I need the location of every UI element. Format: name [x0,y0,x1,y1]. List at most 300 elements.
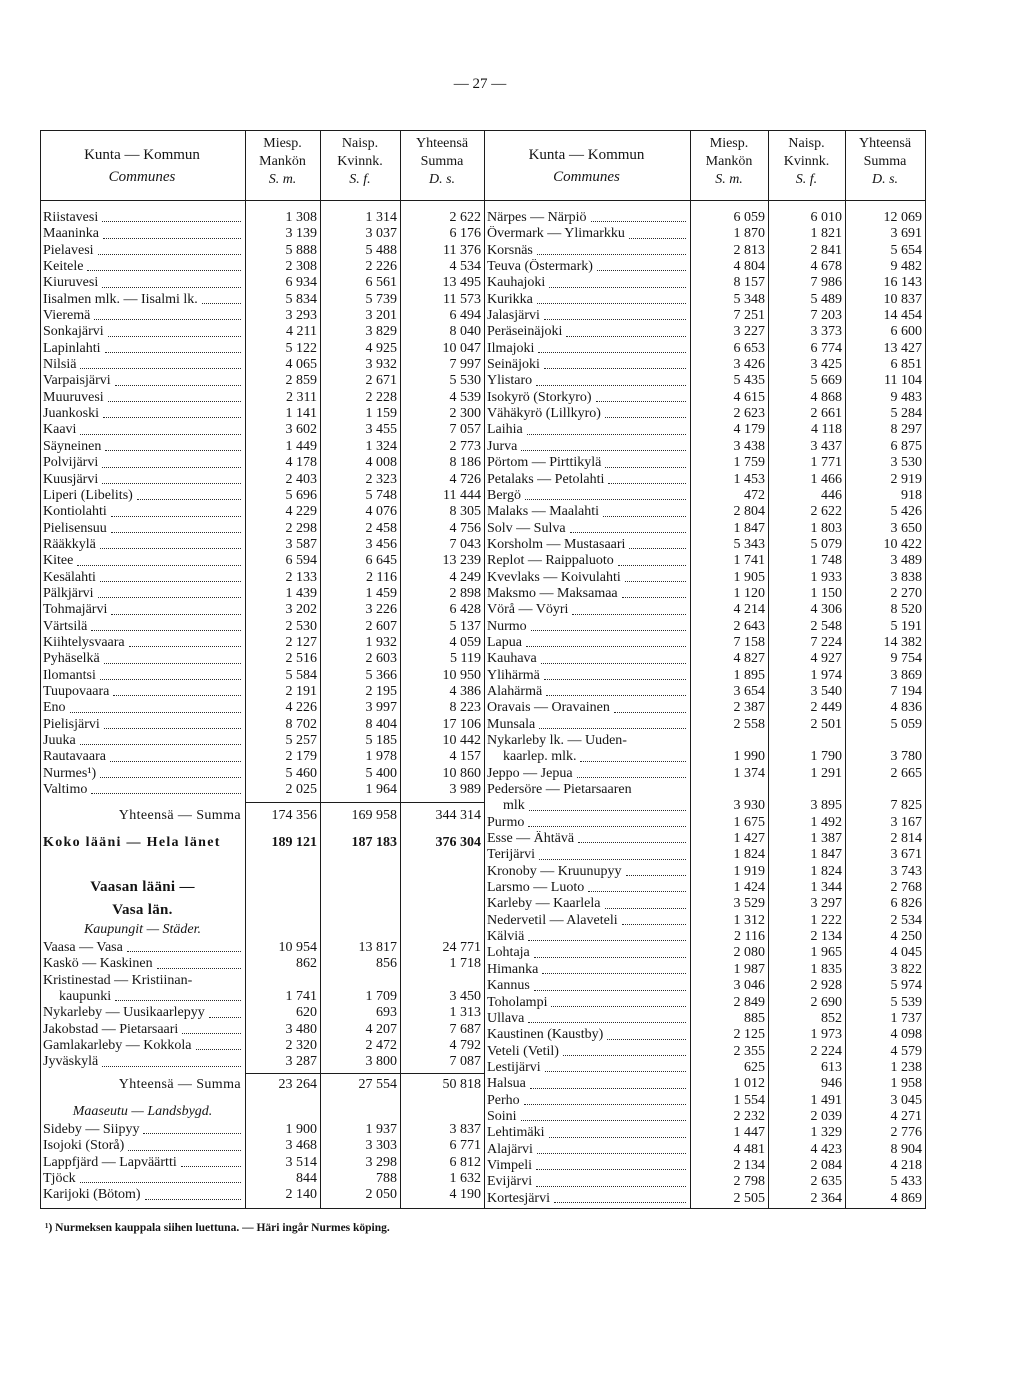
name-line [487,488,686,504]
total-count: 8 186 [449,455,481,471]
name-text: Kiuruvesi [43,275,99,291]
name-text: Vähäkyrö (Lillkyro) [487,406,601,422]
municipality-row [484,995,925,1011]
municipality-name [484,635,690,651]
total-count: 6 851 [890,357,922,373]
male-count: 2 127 [285,634,317,650]
dot-leader [534,990,686,991]
female-count: 2 116 [366,569,397,585]
male-count: 1 905 [733,569,765,585]
male-count: 1 308 [285,210,317,225]
female-count: 2 501 [810,716,842,732]
male-count: 2 516 [285,651,317,667]
municipality-name [484,831,690,847]
municipality-name [484,1191,690,1207]
rural-row [40,1171,484,1187]
name-line [43,259,241,275]
municipality-row [40,422,484,438]
municipality-row [484,521,925,537]
municipality-name [484,259,690,275]
dot-leader [538,352,686,353]
municipality-row [40,357,484,373]
female-count: 4 925 [365,340,397,356]
dot-leader [104,728,241,729]
name-line [487,292,686,308]
female-count: 5 400 [365,765,397,781]
total-count: 1 958 [890,1076,922,1092]
header-line: S. m. [268,172,297,187]
name-line [43,406,241,422]
dot-leader [129,646,241,647]
dot-leader [102,1066,241,1067]
municipality-name [40,1155,245,1171]
total-count: 1 238 [890,1059,922,1075]
female-count: 1 978 [365,749,397,765]
total-count: 3 838 [890,569,922,585]
municipality-row [40,553,484,569]
name-text: Kortesjärvi [487,1190,550,1206]
female-count: 1 314 [365,210,397,225]
name-line [487,733,686,749]
female-count: 1 835 [810,961,842,977]
dot-leader [70,712,241,713]
total-count: 3 691 [890,226,922,242]
male-count: 23 264 [278,1077,317,1092]
municipality-name [40,619,245,635]
female-count: 1 973 [810,1027,842,1043]
total-count: 3 450 [449,989,481,1005]
total-count: 5 974 [890,978,922,994]
female-count: 852 [821,1010,842,1026]
name-line [487,1076,686,1092]
female-count: 693 [376,1005,397,1021]
municipality-name [484,733,690,766]
female-count: 1 803 [810,520,842,536]
female-count: 2 050 [365,1187,397,1203]
dot-leader [551,1006,686,1007]
male-count: 6 653 [733,340,765,356]
municipality-row [484,717,925,733]
municipality-row [484,373,925,389]
name-text: Himanka [487,961,539,977]
dot-leader [536,1186,686,1187]
municipality-row [484,570,925,586]
municipality-name [40,602,245,618]
total-column-header [845,132,925,200]
total-count: 10 860 [442,765,481,781]
municipality-name [484,896,690,912]
dot-leader [100,548,241,549]
municipality-row [484,275,925,291]
total-count: 3 780 [890,749,922,765]
municipality-row [484,847,925,863]
name-text: Keitele [43,259,84,275]
municipality-row [484,651,925,667]
dot-leader [528,826,686,827]
female-count: 3 540 [810,683,842,699]
name-text: Solv — Sulva [487,520,566,536]
female-count: 2 603 [365,651,397,667]
female-count: 1 291 [810,765,842,781]
total-count: 7 057 [449,422,481,438]
total-count: 6 812 [449,1154,481,1170]
dot-leader [531,630,686,631]
dot-leader [182,1033,241,1034]
total-count: 344 314 [435,808,481,823]
municipality-row [40,766,484,782]
municipality-name [40,357,245,373]
name-line [43,956,241,972]
municipality-name [40,806,245,826]
total-count: 11 376 [443,242,481,258]
municipality-name [484,1076,690,1092]
municipality-row [484,243,925,259]
male-count: 7 158 [733,634,765,650]
dot-leader [534,957,686,958]
municipality-row [484,1109,925,1125]
total-count: 1 737 [890,1010,922,1026]
male-count: 6 934 [285,275,317,291]
name-line [487,978,686,994]
female-count: 3 829 [365,324,397,340]
name-line [487,831,686,847]
name-line [43,668,241,684]
total-count: 8 297 [890,422,922,438]
town-row [40,940,484,956]
municipality-name [484,439,690,455]
name-text: Juankoski [43,406,99,422]
male-count: 3 514 [285,1154,317,1170]
male-count: 2 025 [285,782,317,798]
municipality-name [40,488,245,504]
male-count: 2 298 [285,520,317,536]
municipality-row [484,978,925,994]
name-text: Koko lääni — Hela länet [43,835,221,850]
female-count: 27 554 [358,1077,397,1092]
name-text: Kaavi [43,422,77,438]
female-count: 2 690 [810,994,842,1010]
dot-leader [605,417,686,418]
total-count: 2 300 [449,406,481,422]
dot-leader [530,1088,686,1089]
municipality-name [40,956,245,972]
rural-list [40,1122,484,1204]
total-count: 3 822 [890,961,922,977]
male-count: 1 919 [733,863,765,879]
municipality-name [40,635,245,651]
name-text: Jyväskylä [43,1054,99,1070]
dot-leader [528,1022,686,1023]
total-count: 2 919 [890,471,922,487]
name-line [487,798,686,814]
municipality-row [40,292,484,308]
female-count: 5 489 [810,291,842,307]
name-text: Övermark — Ylimarkku [487,226,625,242]
table-right-border [925,130,926,1208]
total-count: 14 382 [883,634,922,650]
name-line [487,455,686,471]
dot-leader [563,1055,686,1056]
name-line [487,880,686,896]
municipality-row [484,1011,925,1027]
total-count: 5 530 [449,373,481,389]
name-line [43,521,241,537]
name-line [487,1142,686,1158]
male-count: 3 202 [285,602,317,618]
name-text: Kauhajoki [487,275,546,291]
dot-leader [157,968,241,969]
female-count: 3 425 [810,357,842,373]
total-count: 8 305 [449,504,481,520]
municipality-row [484,684,925,700]
female-count: 1 974 [810,667,842,683]
male-count: 625 [744,1059,765,1075]
male-count: 2 125 [733,1027,765,1043]
total-count: 2 622 [449,210,481,225]
municipality-name [484,324,690,340]
municipality-name [484,962,690,978]
name-text: Terijärvi [487,847,535,863]
municipality-name [484,308,690,324]
total-count: 13 239 [442,553,481,569]
name-line [487,782,686,798]
female-count: 1 709 [365,989,397,1005]
municipality-row [484,962,925,978]
name-line [487,1125,686,1141]
municipality-row [484,668,925,684]
female-count: 2 323 [365,471,397,487]
total-count: 5 059 [890,716,922,732]
municipality-row [484,324,925,340]
municipality-row [40,586,484,602]
female-count: 7 986 [810,275,842,291]
male-count: 4 615 [733,389,765,405]
total-count: 2 768 [890,880,922,896]
name-text: Pyhäselkä [43,651,100,667]
rural-heading: Maaseutu — Landsbygd. [72,1104,213,1119]
total-count: 6 176 [449,226,481,242]
dot-leader [614,712,686,713]
name-text: Pedersöre — Pietarsaaren [487,782,632,798]
name-line [487,995,686,1011]
name-line [487,357,686,373]
name-text: Rautavaara [43,749,106,765]
total-count: 11 444 [443,487,481,503]
name-text: Karijoki (Bötom) [43,1187,141,1203]
total-count: 4 386 [449,683,481,699]
total-count: 6 875 [890,438,922,454]
total-count: 24 771 [442,940,481,955]
male-count: 1 554 [733,1092,765,1108]
dot-leader [536,385,686,386]
female-count: 5 185 [365,733,397,748]
male-count: 3 480 [285,1021,317,1037]
total-count: 4 534 [449,259,481,275]
municipality-name [40,521,245,537]
name-text: Halsua [487,1076,526,1092]
male-count: 1 427 [733,831,765,847]
name-line [43,373,241,389]
name-line [487,521,686,537]
municipality-row [40,406,484,422]
dot-leader [80,1182,241,1183]
male-count: 3 602 [285,422,317,438]
name-text: Korsholm — Mustasaari [487,536,626,552]
total-count: 11 573 [443,291,481,307]
name-text: Yhteensä — Summa [118,1077,241,1092]
female-count: 2 224 [810,1043,842,1059]
municipality-row [40,749,484,765]
female-count: 3 932 [365,357,397,373]
communes-header-label: Communes [553,169,620,185]
municipality-row [40,635,484,651]
male-count: 8 702 [285,716,317,732]
female-count: 1 344 [810,880,842,896]
name-text: Alajärvi [487,1141,533,1157]
town-row [40,973,484,1006]
name-line [487,406,686,422]
total-count: 4 836 [890,700,922,716]
male-count: 2 133 [285,569,317,585]
municipality-row [40,275,484,291]
total-count: 10 837 [883,291,922,307]
dot-leader [105,450,241,451]
dot-leader [603,516,686,517]
male-count: 2 134 [733,1157,765,1173]
dot-leader [91,793,241,794]
communes-header-label: Communes [108,169,176,185]
name-line [43,717,241,733]
total-count: 4 756 [449,520,481,536]
municipality-name [484,455,690,471]
female-count: 1 329 [810,1125,842,1141]
name-text: Polvijärvi [43,455,99,471]
municipality-row [40,308,484,324]
dot-leader [605,467,686,468]
name-text: Nykarleby — Uusikaarlepyy [43,1005,205,1021]
total-count: 918 [901,487,922,503]
name-text: Kaustinen (Kaustby) [487,1027,604,1043]
total-count: 6 771 [449,1138,481,1154]
male-count: 2 798 [733,1174,765,1190]
female-count: 2 671 [365,373,397,389]
name-line [43,782,241,798]
name-line [43,275,241,291]
municipality-name [484,945,690,961]
name-line [43,488,241,504]
municipality-name [484,521,690,537]
municipality-row [484,455,925,471]
name-line [43,1054,241,1070]
female-count: 3 297 [810,896,842,912]
dot-leader [525,499,686,500]
name-line [43,700,241,716]
dot-leader [608,483,686,484]
male-count: 2 643 [733,618,765,634]
header-line: Kvinnk. [337,154,383,169]
name-line [487,635,686,651]
male-count: 4 827 [733,651,765,667]
name-line [487,373,686,389]
municipality-row [484,586,925,602]
female-count: 2 607 [365,618,397,634]
total-count: 3 743 [890,863,922,879]
name-line [43,635,241,651]
header-line: Naisp. [788,136,825,151]
municipality-column-header [40,132,245,200]
male-count: 1 895 [733,667,765,683]
municipality-header-label: Kunta — Kommun [528,147,645,163]
female-count: 1 964 [365,782,397,798]
municipality-row [484,1044,925,1060]
total-count: 16 143 [883,275,922,291]
male-count: 3 139 [285,226,317,242]
dot-leader [528,940,686,941]
female-count: 187 183 [351,835,397,850]
name-line [43,308,241,324]
municipality-name [484,864,690,880]
municipality-row [40,210,484,226]
total-count: 4 792 [449,1038,481,1054]
municipality-name [40,472,245,488]
dot-leader [578,842,686,843]
municipality-row [40,390,484,406]
municipality-name [484,1174,690,1190]
municipality-row [484,619,925,635]
name-text: Peräseinäjoki [487,324,563,340]
municipality-name [40,1171,245,1187]
name-text: Kiihtelysvaara [43,634,125,650]
dot-leader [622,924,686,925]
total-count: 14 454 [883,308,922,324]
total-count: 7 997 [449,357,481,373]
dot-leader [596,401,686,402]
municipality-name [40,243,245,259]
name-line [487,553,686,569]
name-line [487,929,686,945]
municipality-name [40,373,245,389]
name-line [487,749,686,765]
municipality-row [484,1125,925,1141]
name-text: Laihia [487,422,523,438]
male-count: 2 403 [285,471,317,487]
name-line [487,1158,686,1174]
dot-leader [521,450,686,451]
municipality-name [40,210,245,226]
name-line [487,913,686,929]
dot-leader [539,859,686,860]
male-count: 1 120 [733,585,765,601]
municipality-row [484,913,925,929]
name-text: Maksmo — Maksamaa [487,585,618,601]
municipality-name [40,668,245,684]
total-count: 12 069 [883,210,922,225]
dot-leader [629,548,686,549]
name-line [487,602,686,618]
name-line [43,733,241,749]
total-count: 13 495 [442,275,481,291]
female-count: 6 561 [365,275,397,291]
municipality-name [484,1044,690,1060]
name-line [43,570,241,586]
name-line [43,1155,241,1171]
municipality-row [40,684,484,700]
dot-leader [537,303,686,304]
name-line [487,651,686,667]
total-count: 3 167 [890,814,922,830]
name-text: Malaks — Maalahti [487,504,599,520]
municipality-row [484,472,925,488]
